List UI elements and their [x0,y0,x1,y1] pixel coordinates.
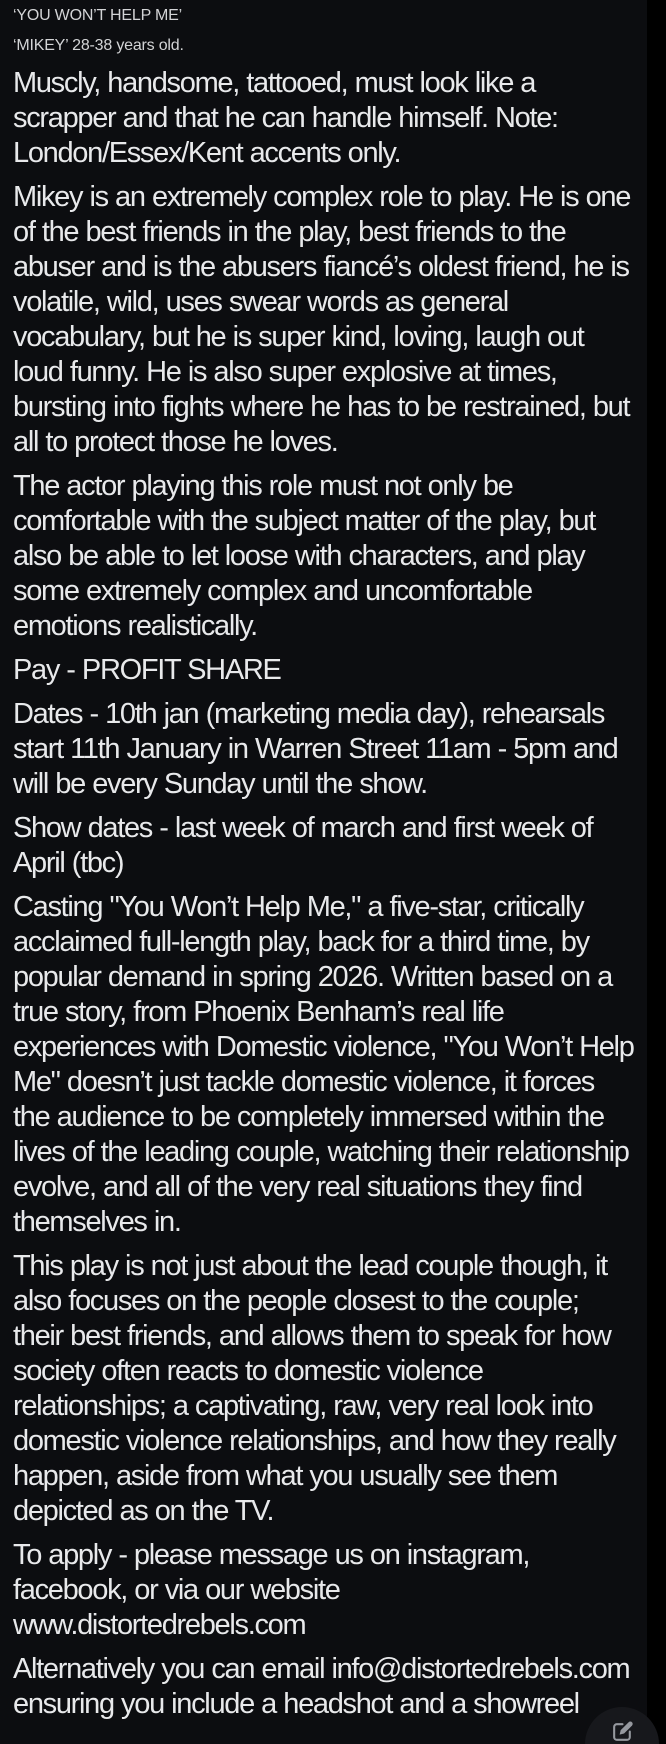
paragraph: This play is not just about the lead couple though, it also focuses on the people closest to the couple; their best friends, and allows them to speak for how society often reacts to domestic violence relationships; a captivating, raw, very real look into domestic violence relationships, and how they really happen, aside from what you usually see them depicted as on the TV. [13,1250,616,1527]
paragraph: Casting "You Won’t Help Me," a five-star, critically acclaimed full-length play, back for a third time, by popular demand in spring 2026. Written based on a true story, from Phoenix Benham’s real life experiences with Domestic violence, "You Won’t Help Me" doesn’t just tackle domestic violence, it forces the audience to be completely immersed within the lives of the leading couple, watching their relationship evolve, and all of the very real situations they find themselves in. [13,891,634,1238]
post-body [13,66,634,1722]
paragraph: Pay - PROFIT SHARE [13,654,281,686]
paragraph: Alternatively you can email info@distortedrebels.com ensuring you include a headshot and a showreel [13,1653,630,1720]
paragraph: Mikey is an extremely complex role to play. He is one of the best friends in the play, best friends to the abuser and is the abusers fiancé’s oldest friend, he is volatile, wild, uses swear words as general vocabulary, but he is super kind, loving, laugh out loud funny. He is also super explosive at times, bursting into fights where he has to be restrained, but all to protect those he loves. [13,181,631,458]
paragraph: Show dates - last week of march and first week of April (tbc) [13,812,593,879]
paragraph: Dates - 10th jan (marketing media day), rehearsals start 11th January in Warren Street 11am - 5pm and will be every Sunday until the show. [13,698,618,800]
edit-square-icon [610,1719,635,1744]
paragraph: To apply - please message us on instagram, facebook, or via our website www.distortedrebels.com [13,1539,530,1641]
post-role-subtitle: ‘MIKEY’ 28-38 years old. [13,37,184,54]
post-title: ‘YOU WON’T HELP ME’ [13,7,182,24]
paragraph: Muscly, handsome, tattooed, must look like a scrapper and that he can handle himself. Note: London/Essex/Kent accents only. [13,67,558,169]
paragraph: The actor playing this role must not only be comfortable with the subject matter of the play, but also be able to let loose with characters, and play some extremely complex and uncomfortable emotions realistically. [13,470,595,642]
